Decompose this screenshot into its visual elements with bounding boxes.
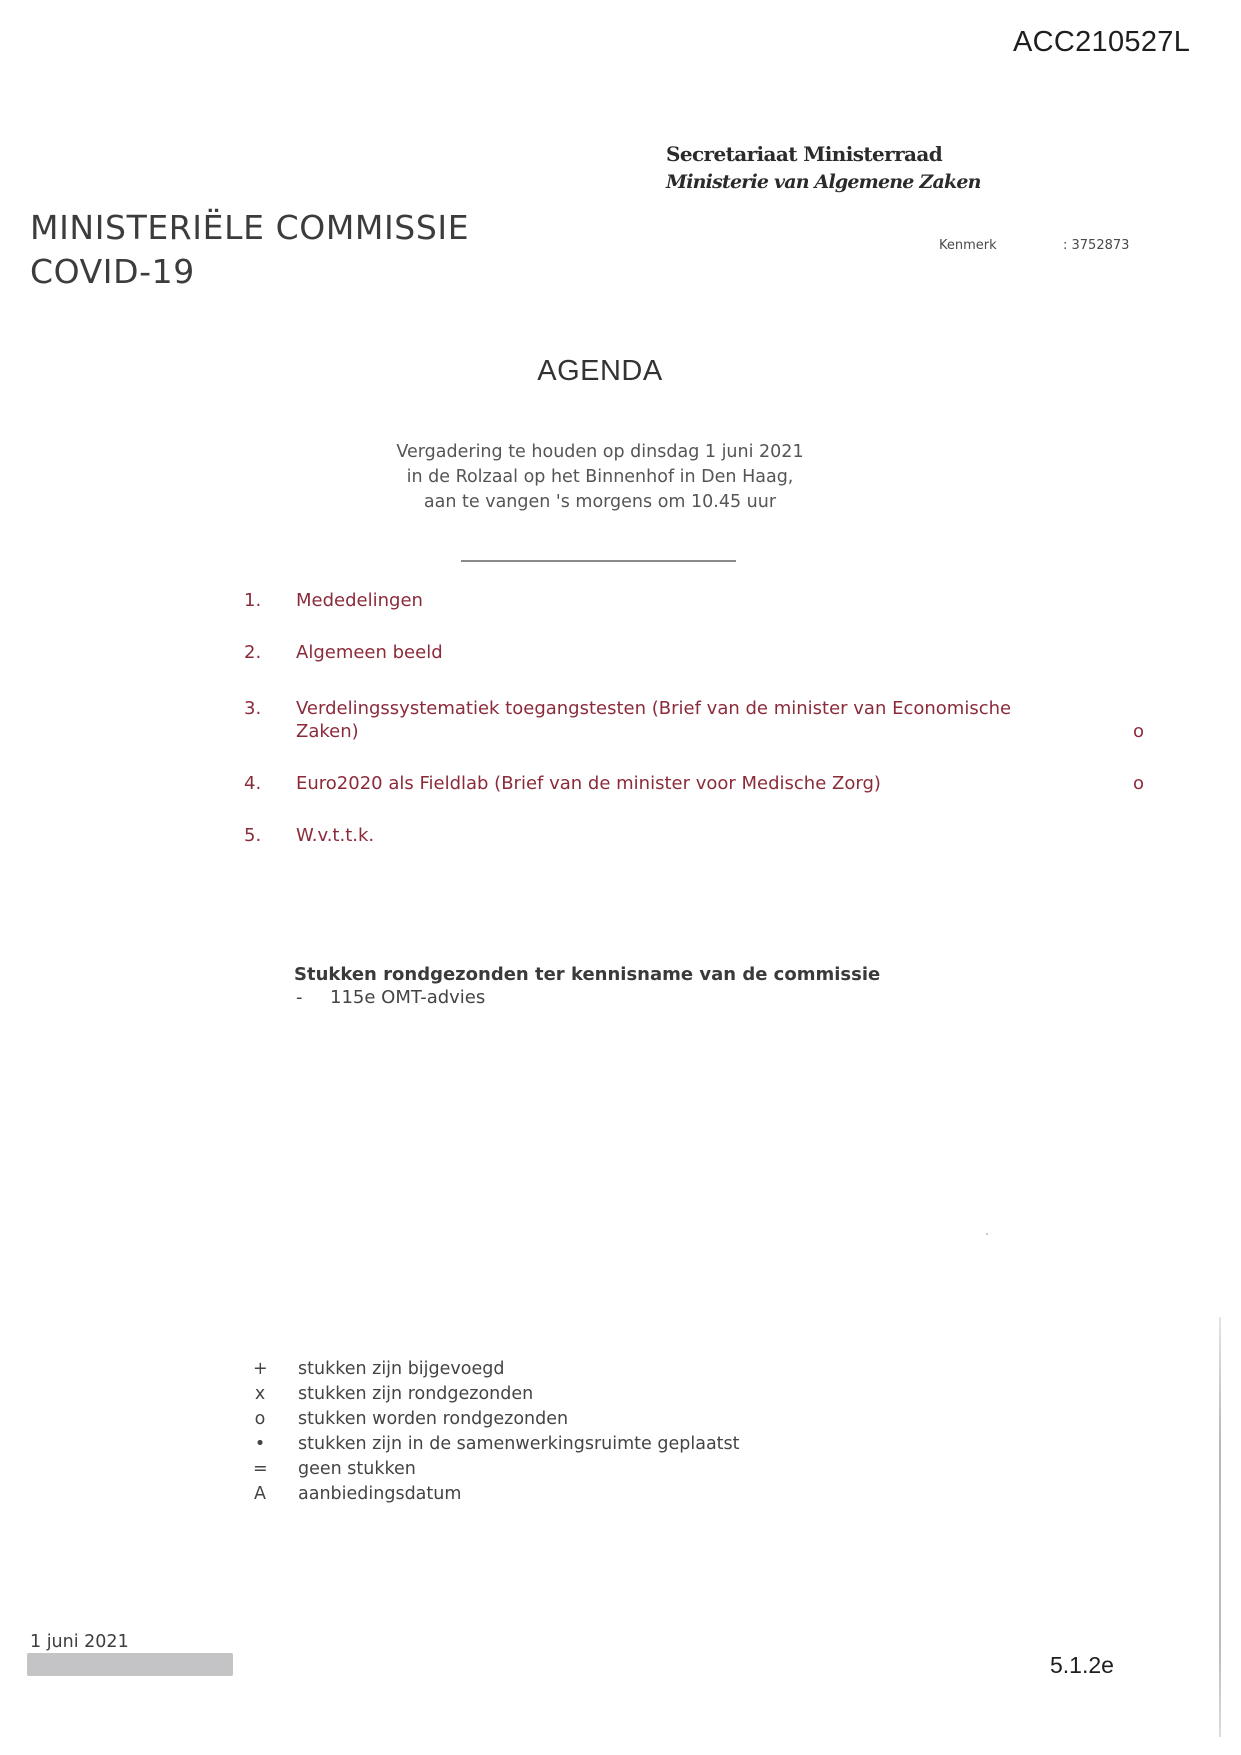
- kenmerk-label: Kenmerk: [939, 238, 997, 253]
- committee-title: [30, 206, 469, 294]
- legend-text: stukken zijn bijgevoegd: [298, 1359, 505, 1379]
- meeting-line: aan te vangen 's morgens om 10.45 uur: [423, 492, 777, 512]
- organization-header: [666, 140, 981, 195]
- agenda-item-text: Verdelingssystematiek toegangstesten (Brief van de minister van Economische: [296, 698, 1012, 719]
- legend-text: stukken worden rondgezonden: [298, 1409, 569, 1429]
- legend-symbol: •: [254, 1434, 266, 1454]
- scan-edge-line: [1219, 1317, 1221, 1737]
- agenda-item-number: 3.: [244, 698, 262, 719]
- legend-symbol: A: [254, 1484, 266, 1504]
- agenda-item-text-continued: Zaken): [296, 721, 359, 742]
- agenda-item-number: 5.: [244, 825, 262, 846]
- meeting-line: Vergadering te houden op dinsdag 1 juni 2021: [396, 442, 804, 462]
- legend-text: stukken zijn in de samenwerkingsruimte geplaatst: [298, 1434, 740, 1454]
- circulated-documents-heading: Stukken rondgezonden ter kennisname van de commissie: [294, 964, 881, 985]
- footer-date: 1 juni 2021: [30, 1632, 129, 1652]
- agenda-item-number: 2.: [244, 642, 262, 663]
- legend-text: aanbiedingsdatum: [298, 1484, 462, 1504]
- agenda-item-text: Mededelingen: [296, 590, 423, 611]
- document-code: ACC210527L: [1013, 26, 1191, 58]
- legend-symbol: x: [254, 1384, 266, 1404]
- meeting-line: in de Rolzaal op het Binnenhof in Den Haag,: [406, 467, 794, 487]
- agenda-item-number: 4.: [244, 773, 262, 794]
- ministry-name: Ministerie van Algemene Zaken: [666, 171, 981, 193]
- agenda-item-number: 1.: [244, 590, 262, 611]
- agenda-item-text: W.v.t.t.k.: [296, 825, 375, 846]
- agenda-item-status-mark: o: [1133, 773, 1145, 794]
- legend-symbol: =: [253, 1459, 268, 1479]
- legend-symbol: +: [253, 1359, 268, 1379]
- scan-speck: [986, 1233, 988, 1235]
- legend-symbol: o: [254, 1409, 266, 1429]
- meeting-details: [0, 440, 1200, 515]
- redaction-block: [27, 1653, 233, 1676]
- committee-title-line1: MINISTERIËLE COMMISSIE: [30, 208, 470, 247]
- divider: [461, 560, 736, 562]
- agenda-item-status-mark: o: [1133, 721, 1145, 742]
- committee-title-line2: COVID-19: [30, 252, 195, 291]
- legend-text: stukken zijn rondgezonden: [298, 1384, 534, 1404]
- agenda-item-text: Euro2020 als Fieldlab (Brief van de minister voor Medische Zorg): [296, 773, 881, 794]
- organization-name: Secretariaat Ministerraad: [666, 142, 943, 166]
- agenda-item-text: Algemeen beeld: [296, 642, 443, 663]
- list-bullet: -: [296, 987, 303, 1008]
- kenmerk-value: : 3752873: [1063, 238, 1130, 253]
- circulated-document-item: 115e OMT-advies: [330, 987, 486, 1008]
- redaction-code: 5.1.2e: [1050, 1652, 1114, 1678]
- page-title: AGENDA: [537, 355, 663, 387]
- legend-text: geen stukken: [298, 1459, 416, 1479]
